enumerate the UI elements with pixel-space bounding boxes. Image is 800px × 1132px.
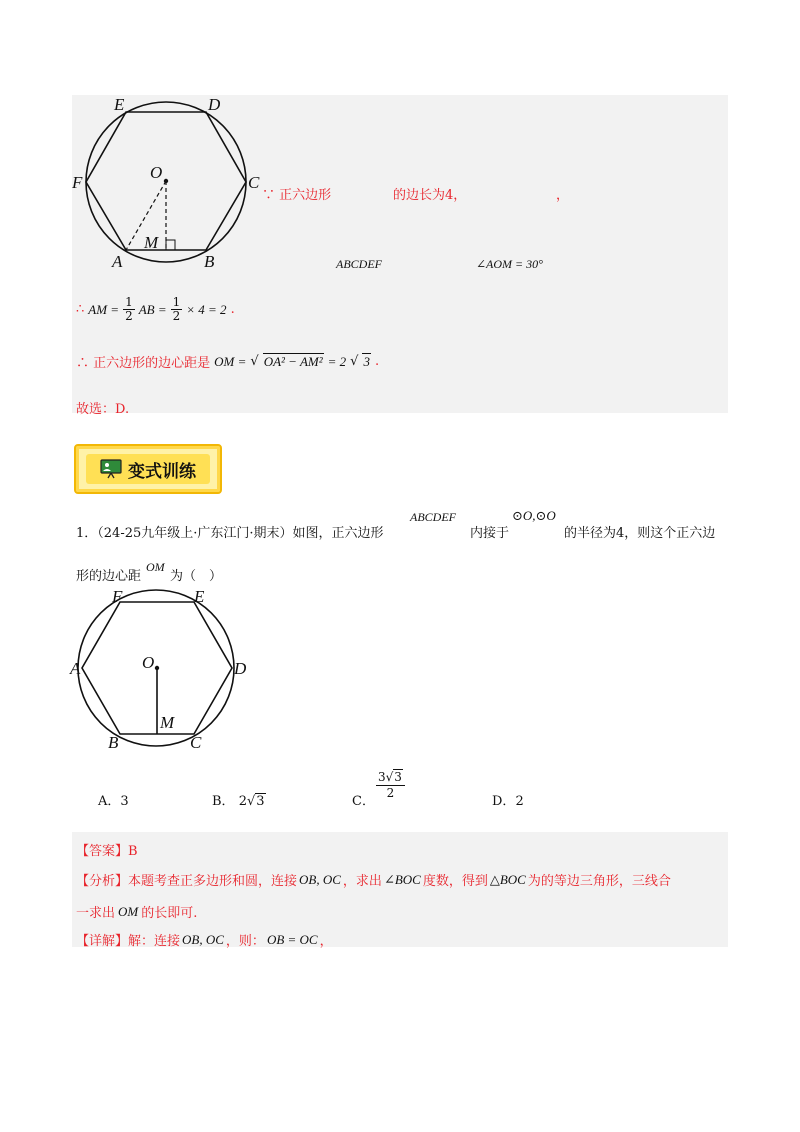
option-c-fraction: 3√3 2 (376, 770, 405, 801)
center-point-question (155, 666, 159, 670)
label-B-q: B (108, 733, 119, 752)
am-line (76, 296, 235, 323)
teacher-board-icon (100, 459, 122, 479)
answer-tag: 【答案】 (76, 844, 129, 859)
om-radicand: OA² − AM² (263, 354, 323, 369)
center-point (164, 179, 168, 183)
sqrt-symbol: √ (250, 354, 259, 369)
answer-line-top: 故选：D. (76, 402, 130, 417)
label-A-q: A (70, 659, 81, 678)
variant-training-badge (74, 444, 222, 494)
fraction-half-2: $\frac{1}{2}$ (172, 295, 181, 323)
label-M: M (144, 233, 159, 252)
answer-value: B (128, 844, 138, 859)
option-a: A．3 (98, 794, 129, 809)
therefore-symbol: ∴ (76, 302, 85, 317)
analysis-tag: 【分析】 (76, 874, 129, 889)
label-O-q: O (142, 653, 155, 672)
label-E-q: E (194, 588, 205, 606)
answer-row (76, 840, 138, 859)
therefore-apothem: ∴ 正六边形的边心距是 (76, 356, 211, 371)
analysis-row: 【分析】 本题考查正多边形和圆，连接 OB, OC ，求出 ∠BOC 度数，得到 △BOC 为的等边三角形，三线合 (76, 871, 671, 889)
label-D-q: D (234, 659, 247, 678)
label-D: D (208, 95, 221, 114)
om-line: ∴ 正六边形的边心距是 OM = √ OA² − AM² = 2 √ 3 . (76, 353, 380, 371)
option-c-label: C． (352, 794, 375, 809)
question-line1-b: 内接于 (470, 526, 510, 541)
question-line1-a: 1．（24-25九年级上·广东江门·期末）如图，正六边形 (76, 526, 384, 541)
am-period: . (230, 302, 235, 317)
because-prefix: ∵ 正六边形 (262, 188, 332, 203)
om-root: 3 (363, 354, 370, 369)
label-C-q: C (190, 733, 202, 752)
question-om-name: OM (146, 560, 165, 574)
detail-row: 【详解】 解：连接 OB, OC ，则： OB = OC ， (76, 931, 333, 949)
om-expr-a: OM = (214, 353, 247, 369)
badge-label: 变式训练 (128, 461, 196, 482)
trailing-comma: ， (556, 188, 570, 203)
right-angle-mark (166, 240, 175, 250)
am-expr-c: × 4 = 2 (186, 301, 227, 317)
question-line2-a: 形的边心距 (76, 569, 142, 584)
label-O: O (150, 163, 163, 182)
label-F-q: F (112, 588, 123, 606)
because-line (262, 184, 331, 203)
side-length-text: 的边长为4， (393, 188, 467, 203)
label-C: C (248, 173, 260, 192)
option-b: B． 2√3 (212, 794, 265, 809)
question-line2-b: 为（ ） (170, 569, 223, 584)
analysis-row-2: 一求出 OM 的长即可. (76, 903, 198, 921)
hexagon-figure-question (68, 588, 258, 753)
om-period: . (374, 354, 380, 369)
question-line1-c: 的半径为4，则这个正六边 (564, 526, 716, 541)
badge-inner (86, 454, 210, 484)
fraction-half-1: $\frac{1}{2}$ (125, 295, 133, 323)
question-hex-name: ABCDEF (410, 510, 456, 524)
detail-tag: 【详解】 (76, 934, 129, 949)
label-M-q: M (160, 713, 175, 732)
hexagon-figure-top (68, 92, 268, 272)
am-expr-a: AM = (88, 301, 120, 317)
am-expr-b: AB = (138, 301, 167, 317)
label-E: E (114, 95, 125, 114)
question-circle-name: ⊙O,⊙O (512, 508, 556, 523)
label-F: F (72, 173, 83, 192)
label-A: A (112, 252, 123, 271)
option-d: D．2 (492, 794, 524, 809)
om-expr-b: = 2 (327, 353, 347, 369)
hexagon-name: ABCDEF (336, 257, 382, 271)
angle-aom: ∠AOM = 30° (476, 257, 543, 271)
label-B: B (204, 252, 215, 271)
